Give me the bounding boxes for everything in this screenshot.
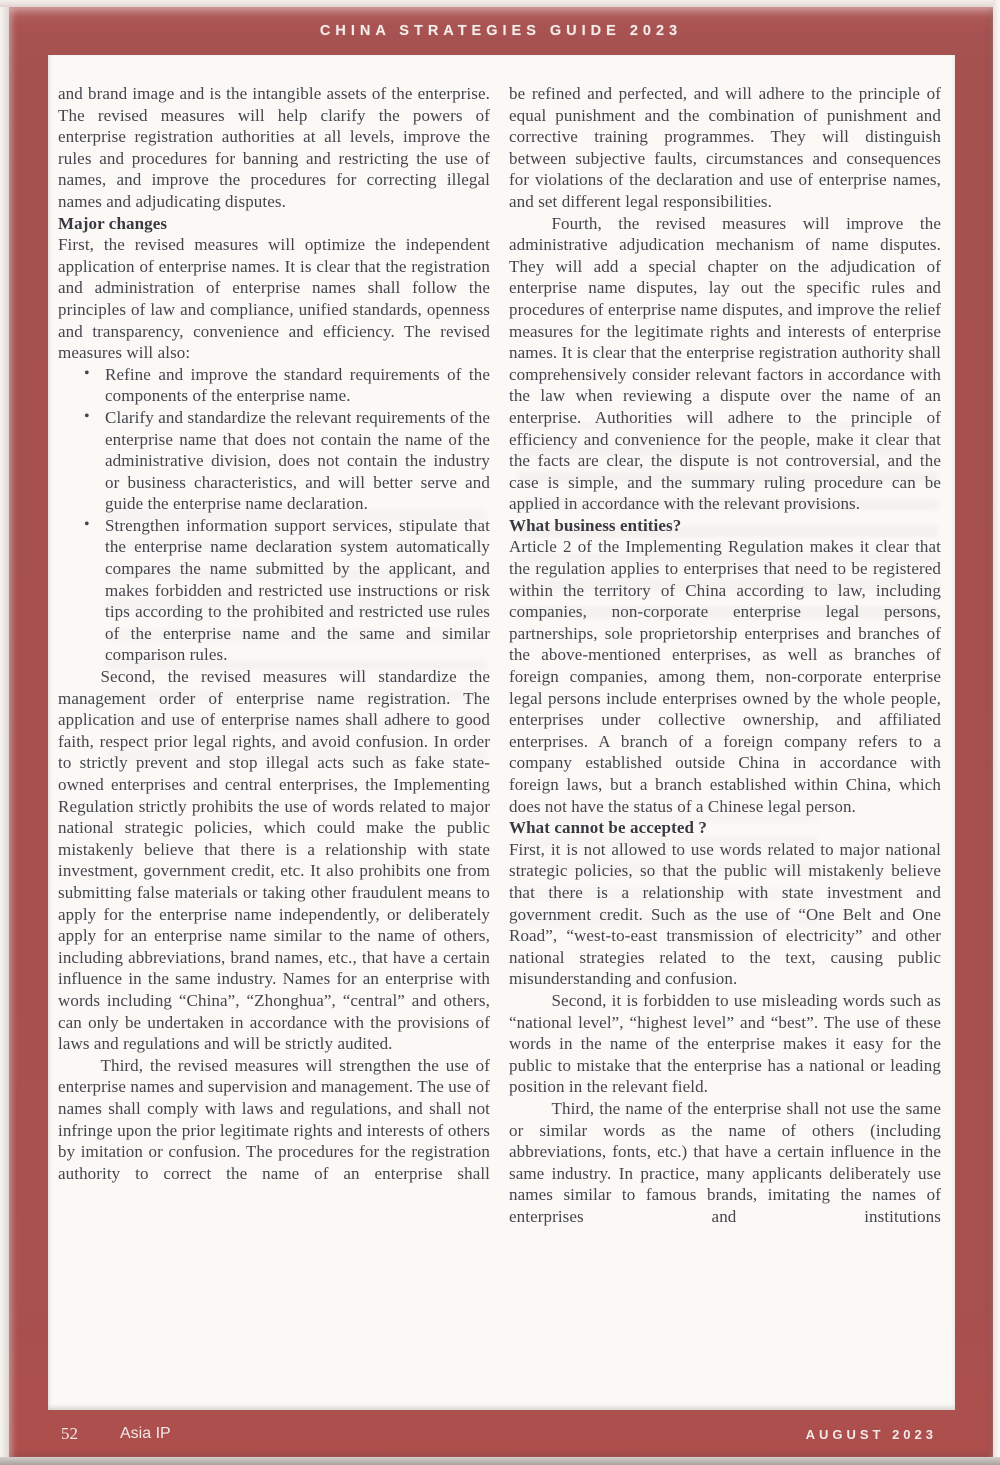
section-heading-business-entities: What business entities? [509, 515, 682, 535]
page-number: 52 [61, 1424, 78, 1443]
bullet-item: • Refine and improve the standard requirements of the components of the enterprise name. [105, 364, 490, 407]
paragraph-entities: Article 2 of the Implementing Regulation makes it clear that the regulation applies to enterprises that need to be registered within the territory of China according to law, including companies, non-corporate enterprise legal persons, partnerships, sole proprietorship enterprises and branches of the above-mentioned enterprises, as well as branches of foreign companies, among them, non-corporate enterprise legal persons include enterprises owned by the whole people, enterprises under collective ownership, and affiliated enterprises. A branch of a foreign company refers to a company established outside China in accordance with foreign laws, but a branch established within China, which does not have the status of a Chinese legal person. [509, 537, 941, 816]
guide-title: CHINA STRATEGIES GUIDE 2023 [319, 23, 683, 39]
column-left [58, 83, 490, 1227]
paragraph-fourth: Fourth, the revised measures will improve the administrative adjudication mechanism of name disputes. They will add a special chapter on the adjudication of enterprise name disputes, lay out the specific rules and procedures of enterprise name disputes, and improve the relief measures for the legitimate rights and interests of enterprise names. It is clear that the enterprise registration authority shall comprehensively consider relevant factors in accordance with the law when reviewing a dispute over the name of an enterprise. Authorities will adhere to the principle of efficiency and convenience for the people, make it clear that the facts are clear, the dispute is not controversial, and the case is simple, and the summary ruling procedure can be applied in accordance with the relevant provisions. [509, 213, 941, 514]
bullet-item: • Clarify and standardize the relevant requirements of the enterprise name that does not contain the name of the administrative division, does not contain the industry or business characteristics, and will better serve and guide the enterprise name declaration. [105, 407, 490, 515]
page-frame [9, 7, 993, 1458]
bullet-list [58, 364, 490, 666]
paragraph-intro: and brand image and is the intangible assets of the enterprise. The revised measures will help clarify the powers of enterprise registration authorities at all levels, improve the rules and procedures for banning and restricting the use of names, and improve the procedures for correcting illegal names and adjudicating disputes. [58, 84, 490, 211]
paragraph-cannot-first: First, it is not allowed to use words related to major national strategic policies, so that the public will mistakenly believe that there is a relationship with state investment and government credit. Such as the use of “One Belt and One Road”, “west-to-east transmission of electricity” and other national strategies related to the text, causing public misunderstanding and confusion. [509, 839, 941, 989]
scan-edge-bottom [0, 1457, 1000, 1465]
page-paper [48, 55, 955, 1410]
paragraph-continued: be refined and perfected, and will adhere to the principle of equal punishment and the combination of punishment and corrective training programmes. They will distinguish between subjective faults, circumstances and consequences for violations of the declaration and use of enterprise names, and set different legal responsibilities. [509, 84, 941, 211]
issue-date: AUGUST 2023 [805, 1426, 937, 1442]
section-heading-major-changes: Major changes [58, 213, 168, 233]
paragraph-cannot-third: Third, the name of the enterprise shall not use the same or similar words as the name of others (including abbreviations, fonts, etc.) that have a certain influence in the same industry. In practice, many applicants deliberately use names similar to famous brands, imitating the names of enterprises and institutions [509, 1098, 941, 1226]
header-band [9, 7, 993, 55]
paragraph-second: Second, the revised measures will standardize the management order of enterprise name registration. The application and use of enterprise names shall adhere to good faith, respect prior legal rights, and avoid confusion. In order to strictly prevent and stop illegal acts such as fake state-owned enterprises and central enterprises, the Implementing Regulation strictly prohibits the use of words related to major national strategic policies, which could make the public mistakenly believe that there is a relationship with state investment, government credit, etc. It also prohibits one from submitting false materials or taking other fraudulent means to apply for the enterprise name independently, or deliberately apply for an enterprise name similar to the name of others, including abbreviations, brand names, etc., that have a certain influence in the same industry. Names for an enterprise with words including “China”, “Zhonghua”, “central” and others, can only be undertaken in accordance with the provisions of laws and regulations and will be strictly audited. [58, 667, 490, 1054]
section-heading-cannot-be-accepted: What cannot be accepted ? [509, 818, 707, 838]
publication-name: Asia IP [120, 1425, 171, 1442]
scan-edge-right [993, 0, 1000, 1465]
column-right [509, 83, 941, 1227]
bullet-item: • Strengthen information support services, stipulate that the enterprise name declaration system automatically compares the name submitted by the applicant, and makes forbidden and restricted use instructions or risk tips according to the prohibited and restricted use rules of the enterprise name and the same and similar comparison rules. [105, 515, 490, 666]
paragraph-third: Third, the revised measures will strengthen the use of enterprise names and supervision and management. The use of names shall comply with laws and regulations, and shall not infringe upon the prior legitimate rights and interests of others by imitation or confusion. The procedures for the registration authority to correct the name of an enterprise shall [58, 1055, 490, 1183]
footer-band [9, 1410, 993, 1458]
scan-edge-left [0, 0, 9, 1465]
article-columns [48, 55, 955, 1227]
paragraph-first: First, the revised measures will optimize the independent application of enterprise names. It is clear that the registration and administration of enterprise names shall follow the principles of law and compliance, unified standards, openness and transparency, convenience and efficiency. The revised measures will also: [58, 235, 490, 363]
scan-edge-top [0, 0, 1000, 7]
paragraph-cannot-second: Second, it is forbidden to use misleading words such as “national level”, “highest level” and “best”. The use of these words in the name of the enterprise makes it easy for the public to mistake that the enterprise has a national or leading position in the relevant field. [509, 990, 941, 1097]
